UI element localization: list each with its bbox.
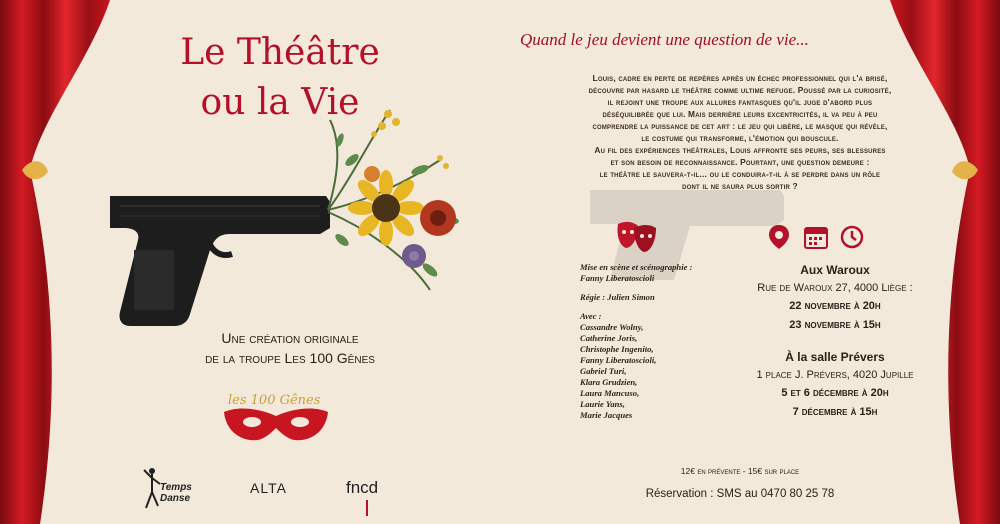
troupe-mask-logo [218,382,338,462]
synopsis-line: et son besoin de reconnaissance. Pourtant, une question demeure : [610,157,870,167]
venue-2-name: À la salle Prévers [785,350,885,364]
direction-name: Fanny Liberatoscioli [580,273,655,283]
cast-member: Marie Jacques [580,410,633,420]
synopsis-line: Louis, cadre en perte de repères après un échec professionnel qui l'a brisé, [592,73,888,83]
synopsis-line: dont il ne saura plus sortir ? [682,181,798,191]
cast-member: Cassandre Wolny, [580,322,644,332]
credits [580,262,730,421]
calendar-icon [804,225,828,249]
alta-logo: ALTA [250,480,287,496]
venue-1-date-1: 22 novembre à 20h [789,300,881,312]
cast-label: Avec : [580,311,602,321]
temps-danse-text: Temps Danse [160,482,192,504]
synopsis-line: découvre par hasard le théâtre comme ultime refuge. Poussé par la curiosité, [588,85,892,95]
cast-member: Laurie Yans, [580,399,625,409]
cast-member: Fanny Liberatoscioli, [580,355,657,365]
tagline: Quand le jeu devient une question de vie... [520,30,809,49]
title-line-2: ou la Vie [200,82,360,123]
cast-member: Laura Mancuso, [580,388,640,398]
venue-2-date-1: 5 et 6 décembre à 20h [781,387,889,399]
gun-flowers-illustration [90,100,510,340]
theatre-masks-icon [614,218,658,254]
venue-1-date-2: 23 novembre à 15h [789,319,881,331]
mask-logo-text: les 100 Gênes [228,393,321,408]
regie: Régie : Julien Simon [580,292,655,302]
venue-1-address: Rue de Waroux 27, 4000 Liège : [757,282,913,294]
cast-member: Christophe Ingenito, [580,344,654,354]
title-line-1: Le Théâtre [180,32,380,73]
venue-2-date-2: 7 décembre à 15h [792,406,878,418]
venue-1-name: Aux Waroux [800,263,870,277]
location-pin-icon [768,224,790,250]
subtitle [180,328,400,368]
fncd-logo [346,478,394,518]
synopsis-line: le costume qui transforme, l'émotion qui bouscule. [641,133,839,143]
reservation: Réservation : SMS au 0470 80 25 78 [645,488,835,500]
synopsis-line: le théâtre le sauvera-t-il... ou le conduira-t-il à se perdre dans un rôle [599,169,881,179]
fncd-text: fncd [346,478,379,497]
dancer-icon [142,466,162,510]
cast-member: Catherine Joris, [580,333,638,343]
synopsis [560,72,920,192]
price: 12€ en prévente - 15€ sur place [680,466,800,476]
synopsis-line: Au fil des expériences théâtrales, Louis affronte ses peurs, ses blessures [594,145,886,155]
synopsis-line: déséquilibrée que lui. Mais derrière leurs excentricités, il va peu à peu [602,109,878,119]
venue-2-address: 1 place J. Prévers, 4020 Jupille [756,369,914,381]
subtitle-line-1: Une création originale [221,330,359,346]
subtitle-line-2: de la troupe Les 100 Gênes [205,350,375,366]
temps-danse-logo [142,466,212,510]
synopsis-line: il rejoint une troupe aux allures fantasques qu'il juge d'abord plus [607,97,873,107]
cast-member: Gabriel Turi, [580,366,627,376]
cast-member: Klara Grudzien, [580,377,638,387]
clock-icon [840,225,864,249]
direction-label: Mise en scène et scénographie : [580,262,693,272]
venues [724,262,946,422]
synopsis-line: comprendre la puissance de cet art : le jeu qui libère, le masque qui révèle, [592,121,888,131]
